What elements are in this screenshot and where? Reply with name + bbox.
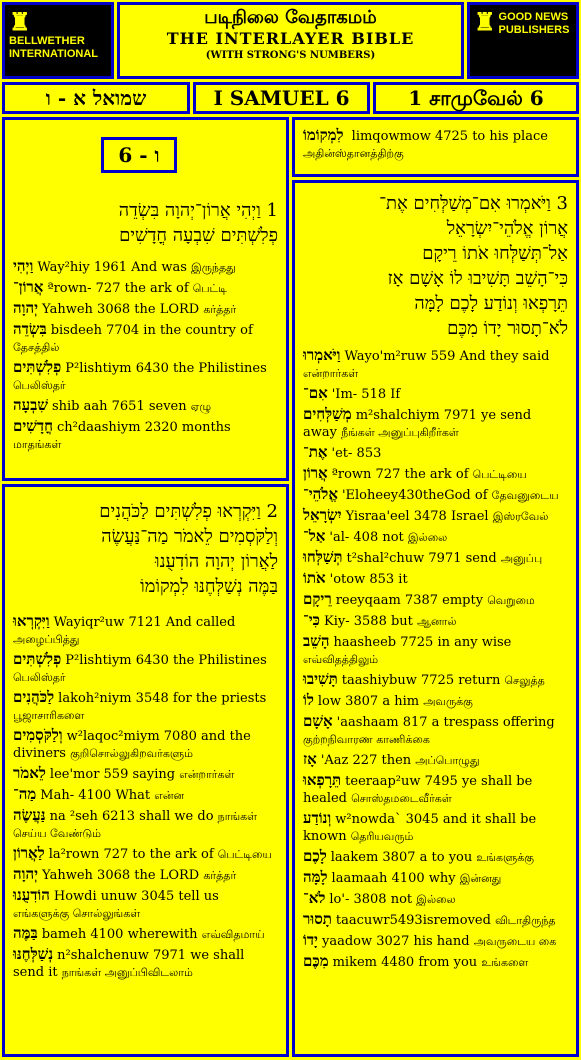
entry-translit: n²shalchenuw 7971 we shall send it: [13, 948, 245, 980]
entry-tamil: எவ்விதமாய்: [201, 928, 265, 941]
word-entry: [13, 397, 278, 415]
entry-hebrew: הָשֵׁב: [303, 632, 330, 650]
entry-hebrew: בַּמֶּה: [13, 924, 38, 942]
entry-hebrew: לוֹ: [303, 691, 314, 709]
verse1-hebrew-line: פְלִשְׁתִּים שִׁבְעָה חֳדָשִׁים: [119, 225, 278, 246]
entry-translit: 'aashaam 817 a trespass offering: [336, 715, 555, 730]
entry-translit: w²nowda` 3045 and it shall be known: [303, 812, 537, 844]
title-block: [117, 2, 464, 79]
word-entry: [303, 911, 568, 929]
entry-tamil: அவருக்கு: [423, 695, 473, 708]
word-entry: [13, 866, 278, 884]
entry-translit: Yahweh 3068 the LORD: [42, 302, 200, 317]
entry-translit: mikem 4480 from you: [332, 955, 478, 970]
entry-tamil: குறிசொல்லுகிறவர்களும்: [70, 747, 193, 760]
word-entry: [303, 465, 568, 483]
entry-hebrew: וְלַקֹּסְמִים: [13, 726, 63, 744]
word-entry: [303, 528, 568, 546]
entry-translit: limqowmow 4725 to his place: [351, 129, 548, 144]
entry-tamil: நீங்கள் அனுப்புகிறீர்கள்: [341, 426, 459, 439]
entry-hebrew: אֶת־: [303, 443, 328, 461]
word-entry: [13, 946, 278, 981]
entry-translit: Wayiqr²uw 7121 And called: [53, 615, 236, 630]
entry-translit: laakem 3807 a to you: [330, 850, 473, 865]
word-entry: [13, 689, 278, 724]
entry-tamil: எங்களுக்கு சொல்லுங்கள்: [13, 907, 141, 920]
verse2-hebrew-line: וְלַקֹּסְמִים לֵאמֹר מַה־נַּעֲשֶׂה: [101, 526, 278, 547]
entry-hebrew: וַיֹּאמְרוּ: [303, 346, 341, 364]
word-entry: [13, 845, 278, 863]
bellwether-logo: [2, 2, 114, 79]
entry-translit: 'Eloheey430theGod of: [341, 488, 488, 503]
chapter-ref: ו - 6: [101, 137, 177, 173]
entry-hebrew: פְלִשְׁתִּים: [13, 358, 62, 376]
word-entry: [303, 692, 568, 710]
entry-hebrew: נַּעֲשֶׂה: [13, 806, 46, 824]
entry-translit: la²rown 727 to the ark of: [48, 847, 214, 862]
entry-tamil: இன்னது: [459, 872, 502, 885]
entry-hebrew: לָמָּה: [303, 868, 328, 886]
title-english: THE INTERLAYER BIBLE: [166, 29, 415, 48]
entry-tamil: பெட்டியை: [217, 848, 272, 861]
entry-hebrew: נְשַׁלְּחֶנּוּ: [13, 945, 54, 963]
entry-tamil: கர்த்தர்: [203, 869, 237, 882]
entry-hebrew: אִם־: [303, 384, 328, 402]
word-entry: [13, 258, 278, 276]
entry-hebrew: וַיְהִי: [13, 257, 34, 275]
verse3-hebrew-line: 3 וַיֹּאמְרוּ אִם־מְשַׁלְּחִים אֶת־: [379, 193, 568, 214]
lamp-icon: ♜: [474, 9, 496, 36]
entry-tamil: தேசத்தில்: [13, 341, 60, 354]
word-entry: [303, 932, 568, 950]
entry-hebrew: יְהוָה: [13, 299, 39, 317]
entry-tamil: எவ்விதத்திலும்: [303, 653, 379, 666]
entry-translit: taashiybuw 7725 return: [341, 673, 501, 688]
band-english-text: I SAMUEL 6: [213, 86, 350, 110]
entry-tamil: கர்த்தர்: [203, 303, 237, 316]
entry-tamil: உங்களை: [481, 956, 529, 969]
band-tamil: [373, 82, 579, 114]
verse3-panel: [292, 180, 579, 1057]
entry-translit: t²shal²chuw 7971 send: [346, 551, 497, 566]
band-english: [193, 82, 370, 114]
entry-tamil: நாங்கள் செய்ய வேண்டும்: [13, 810, 258, 840]
entry-translit: Way²hiy 1961 And was: [37, 260, 187, 275]
entry-tamil: ஆனால்: [417, 615, 457, 628]
verse2-hebrew-line: בַּמֶּה נְשַׁלְּחֶנּוּ לִמְקוֹמוֹ: [140, 576, 278, 597]
word-entry: [303, 671, 568, 689]
entry-tamil: செலுத்த: [504, 674, 545, 687]
entry-hebrew: לַאֲרוֹן: [13, 844, 45, 862]
entry-hebrew: תְּשַׁלְּחוּ: [303, 548, 343, 566]
entry-hebrew: לַכֹּהֲנִים: [13, 688, 55, 706]
word-entry: [303, 549, 568, 567]
band-tamil-text: 1 சாமுவேல் 6: [408, 86, 544, 110]
entry-tamil: அழைப்பித்து: [13, 633, 80, 646]
verse3-hebrew-line: אֲרוֹן אֱלֹהֵי־יִשְׂרָאֵל: [446, 218, 568, 239]
word-entry: [13, 807, 278, 842]
word-entry: [303, 772, 568, 807]
verse3-hebrew-line: אַל־תְּשַׁלְּחוּ אֹתוֹ רֵיקָם: [422, 243, 568, 264]
entry-translit: 'et- 853: [331, 446, 382, 461]
entry-hebrew: אָז: [303, 750, 317, 768]
word-entry: [13, 359, 278, 394]
verse3-hebrew-line: תֵּרָפְאוּ וְנוֹדַע לָכֶם לָמָּה: [414, 293, 568, 314]
entry-hebrew: פְלִשְׁתִּים: [13, 650, 62, 668]
entry-hebrew: אָשָׁם: [303, 712, 333, 730]
entry-hebrew: אֹתוֹ: [303, 569, 326, 587]
verse3-hebrew-line: לֹא־תָסוּר יָדוֹ מִכֶּם: [447, 318, 568, 339]
entry-translit: yaadow 3027 his hand: [322, 934, 470, 949]
entry-hebrew: לָכֶם: [303, 847, 327, 865]
entry-hebrew: בִּשְׂדֵה: [13, 320, 47, 338]
bellwether-logo-text: BELLWETHER INTERNATIONAL: [9, 35, 99, 60]
entry-tamil: பெட்டியை: [472, 468, 527, 481]
entry-hebrew: מְשַׁלְּחִים: [303, 405, 352, 423]
word-entry: [13, 613, 278, 648]
entry-translit: Mah- 4100 What: [40, 788, 151, 803]
entry-translit: 'al- 408 not: [329, 530, 404, 545]
entry-tamil: வெறுமை: [487, 594, 535, 607]
entry-hebrew: הוֹדִעֻנוּ: [13, 886, 50, 904]
entry-hebrew: אַל־: [303, 527, 326, 545]
entry-translit: P²lishtiym 6430 the Philistines: [65, 361, 267, 376]
entry-tamil: என்றார்கள்: [303, 367, 359, 380]
entry-hebrew: וַיִּקְרְאוּ: [13, 612, 50, 630]
word-entry: [13, 786, 278, 804]
entry-tamil: பெலிஸ்தர்: [13, 671, 66, 684]
entry-hebrew: לֵאמֹר: [13, 764, 46, 782]
entry-tamil: இஸ்ரவேல்: [492, 510, 549, 523]
word-entry: [303, 890, 568, 908]
entry-translit: Yahweh 3068 the LORD: [42, 868, 200, 883]
entry-translit: reeyqaam 7387 empty: [335, 593, 484, 608]
entry-hebrew: תָסוּר: [303, 910, 332, 928]
entry-translit: haasheeb 7725 in any wise: [333, 635, 512, 650]
word-entry: [13, 279, 278, 297]
entry-translit: lakoh²niym 3548 for the priests: [58, 691, 267, 706]
word-entry: [13, 300, 278, 318]
word-entry: [13, 727, 278, 762]
word-entry: [303, 633, 568, 668]
entry-hebrew: חֳדָשִׁים: [13, 417, 54, 435]
word-entry: [13, 925, 278, 943]
entry-tamil: நாங்கள் அனுப்பிவிடலாம்: [61, 966, 193, 979]
word-entry: [303, 507, 568, 525]
goodnews-logo: [467, 2, 579, 79]
word-entry: [13, 765, 278, 783]
entry-hebrew: לֹא־: [303, 889, 326, 907]
entry-hebrew: יָדוֹ: [303, 931, 318, 949]
entry-tamil: தெரியவரும்: [350, 830, 414, 843]
entry-translit: Howdi unuw 3045 tell us: [53, 889, 219, 904]
band-hebrew: [2, 82, 190, 114]
word-entry: [303, 347, 568, 382]
top-right-panel: [292, 117, 579, 177]
entry-tamil: என்ன: [154, 789, 185, 802]
entry-hebrew: תֵּרָפְאוּ: [303, 771, 342, 789]
word-entry: [303, 869, 568, 887]
entry-tamil: தேவனுடைய: [491, 489, 559, 502]
word-entry: [13, 887, 278, 922]
entry-translit: taacuwr5493isremoved: [335, 913, 491, 928]
word-entry: [303, 612, 568, 630]
title-tamil: படிநிலை வேதாகமம்: [204, 7, 377, 28]
title-subtitle: (WITH STRONG'S NUMBERS): [205, 50, 376, 61]
entry-translit: 'Im- 518 If: [331, 387, 401, 402]
word-entry: [303, 713, 568, 748]
word-entry: [303, 486, 568, 504]
entry-translit: ch²daashiym 2320 months: [57, 420, 231, 435]
entry-hebrew: שִׁבְעָה: [13, 396, 48, 414]
word-entry: [303, 385, 568, 403]
word-entry: [303, 953, 568, 971]
word-entry: [303, 570, 568, 588]
entry-translit: P²lishtiym 6430 the Philistines: [65, 653, 267, 668]
entry-translit: low 3807 a him: [317, 694, 420, 709]
entry-translit: bisdeeh 7704 in the country of: [50, 323, 253, 338]
word-entry: [13, 418, 278, 453]
verse2-hebrew-line: 2 וַיִּקְרְאוּ פְלִשְׁתִּים לַכֹּהֲנִים: [99, 501, 278, 522]
tower-icon: ♜: [9, 9, 31, 36]
entry-tamil: உங்களுக்கு: [476, 851, 534, 864]
entry-translit: shib aah 7651 seven: [51, 399, 187, 414]
entry-tamil: ஏழு: [190, 400, 212, 413]
word-entry: [303, 406, 568, 441]
verse2-panel: [2, 484, 289, 1057]
verse2-hebrew-line: לַאֲרוֹן יְהוָה הוֹדִעֻנוּ: [155, 551, 278, 572]
entry-translit: ªrown- 727 the ark of: [47, 281, 189, 296]
entry-hebrew: וְנוֹדַע: [303, 809, 332, 827]
entry-hebrew: כִּי־: [303, 611, 321, 629]
entry-translit: teeraap²uw 7495 ye shall be healed: [303, 774, 533, 806]
word-entry: [303, 751, 568, 769]
word-entry: [13, 321, 278, 356]
entry-translit: bameh 4100 wherewith: [41, 927, 198, 942]
entry-hebrew: לִמְקוֹמוֹ: [303, 126, 344, 144]
entry-hebrew: אֲרוֹן־: [13, 278, 44, 296]
word-entry: [303, 848, 568, 866]
entry-tamil: குற்றநிவாரண காணிக்கை: [303, 733, 430, 746]
entry-tamil: பெட்டி: [192, 282, 228, 295]
goodnews-logo-text: GOOD NEWS PUBLISHERS: [498, 11, 570, 36]
entry-tamil: அப்பொழுது: [415, 754, 480, 767]
entry-translit: 'Aaz 227 then: [320, 753, 412, 768]
word-entry: [303, 591, 568, 609]
entry-translit: na ²seh 6213 shall we do: [49, 809, 214, 824]
band-hebrew-text: שמואל א - ו: [45, 86, 147, 110]
entry-hebrew: מִכֶּם: [303, 952, 329, 970]
entry-tamil: இருந்தது: [191, 261, 236, 274]
top-right-entry: [295, 123, 576, 166]
entry-translit: w²laqoc²miym 7080 and the diviners: [13, 729, 251, 761]
entry-tamil: இல்லை: [416, 893, 456, 906]
verse3-hebrew-line: כִּי־הָשֵׁב תָּשִׁיבוּ לוֹ אָשָׁם אָז: [387, 268, 568, 289]
entry-tamil: மாதங்கள்: [13, 438, 62, 451]
entry-tamil: பூஜாசாரிகளை: [13, 709, 85, 722]
word-entry: [13, 651, 278, 686]
entry-hebrew: רֵיקָם: [303, 590, 332, 608]
entry-translit: laamaah 4100 why: [331, 871, 456, 886]
entry-translit: lo'- 3808 not: [329, 892, 413, 907]
entry-translit: ªrown 727 the ark of: [331, 467, 469, 482]
entry-translit: Kiy- 3588 but: [324, 614, 413, 629]
entry-hebrew: תָּשִׁיבוּ: [303, 670, 338, 688]
entry-tamil: அவருடைய கை: [473, 935, 557, 948]
entry-tamil: விடாதிருந்த: [495, 914, 556, 927]
entry-tamil: பெலிஸ்தர்: [13, 379, 66, 392]
entry-hebrew: יִשְׂרָאֵל: [303, 506, 342, 524]
verse1-hebrew-line: 1 וַיְהִי אֲרוֹן־יְהוָה בִּשְׂדֵה: [118, 200, 278, 221]
word-entry: [303, 444, 568, 462]
entry-tamil: இல்லை: [407, 531, 448, 544]
entry-tamil: அனுப்பு: [500, 552, 543, 565]
entry-hebrew: יְהוָה: [13, 865, 39, 883]
entry-translit: lee'mor 559 saying: [49, 767, 176, 782]
entry-tamil: சொஸ்தமடைவீர்கள்: [351, 792, 452, 805]
word-entry: [303, 810, 568, 845]
entry-translit: m²shalchiym 7971 ye send away: [303, 408, 532, 440]
verse1-panel: [2, 117, 289, 481]
entry-hebrew: אֱלֹהֵי־: [303, 485, 338, 503]
entry-translit: Yisraa'eel 3478 Israel: [345, 509, 489, 524]
entry-translit: Wayo'm²ruw 559 And they said: [344, 349, 550, 364]
entry-translit: 'otow 853 it: [329, 572, 408, 587]
entry-hebrew: מַה־: [13, 785, 37, 803]
entry-hebrew: אֲרוֹן: [303, 464, 328, 482]
entry-tamil: அதின்ஸ்தானத்திற்கு: [303, 147, 404, 160]
entry-tamil: என்றார்கள்: [179, 768, 235, 781]
